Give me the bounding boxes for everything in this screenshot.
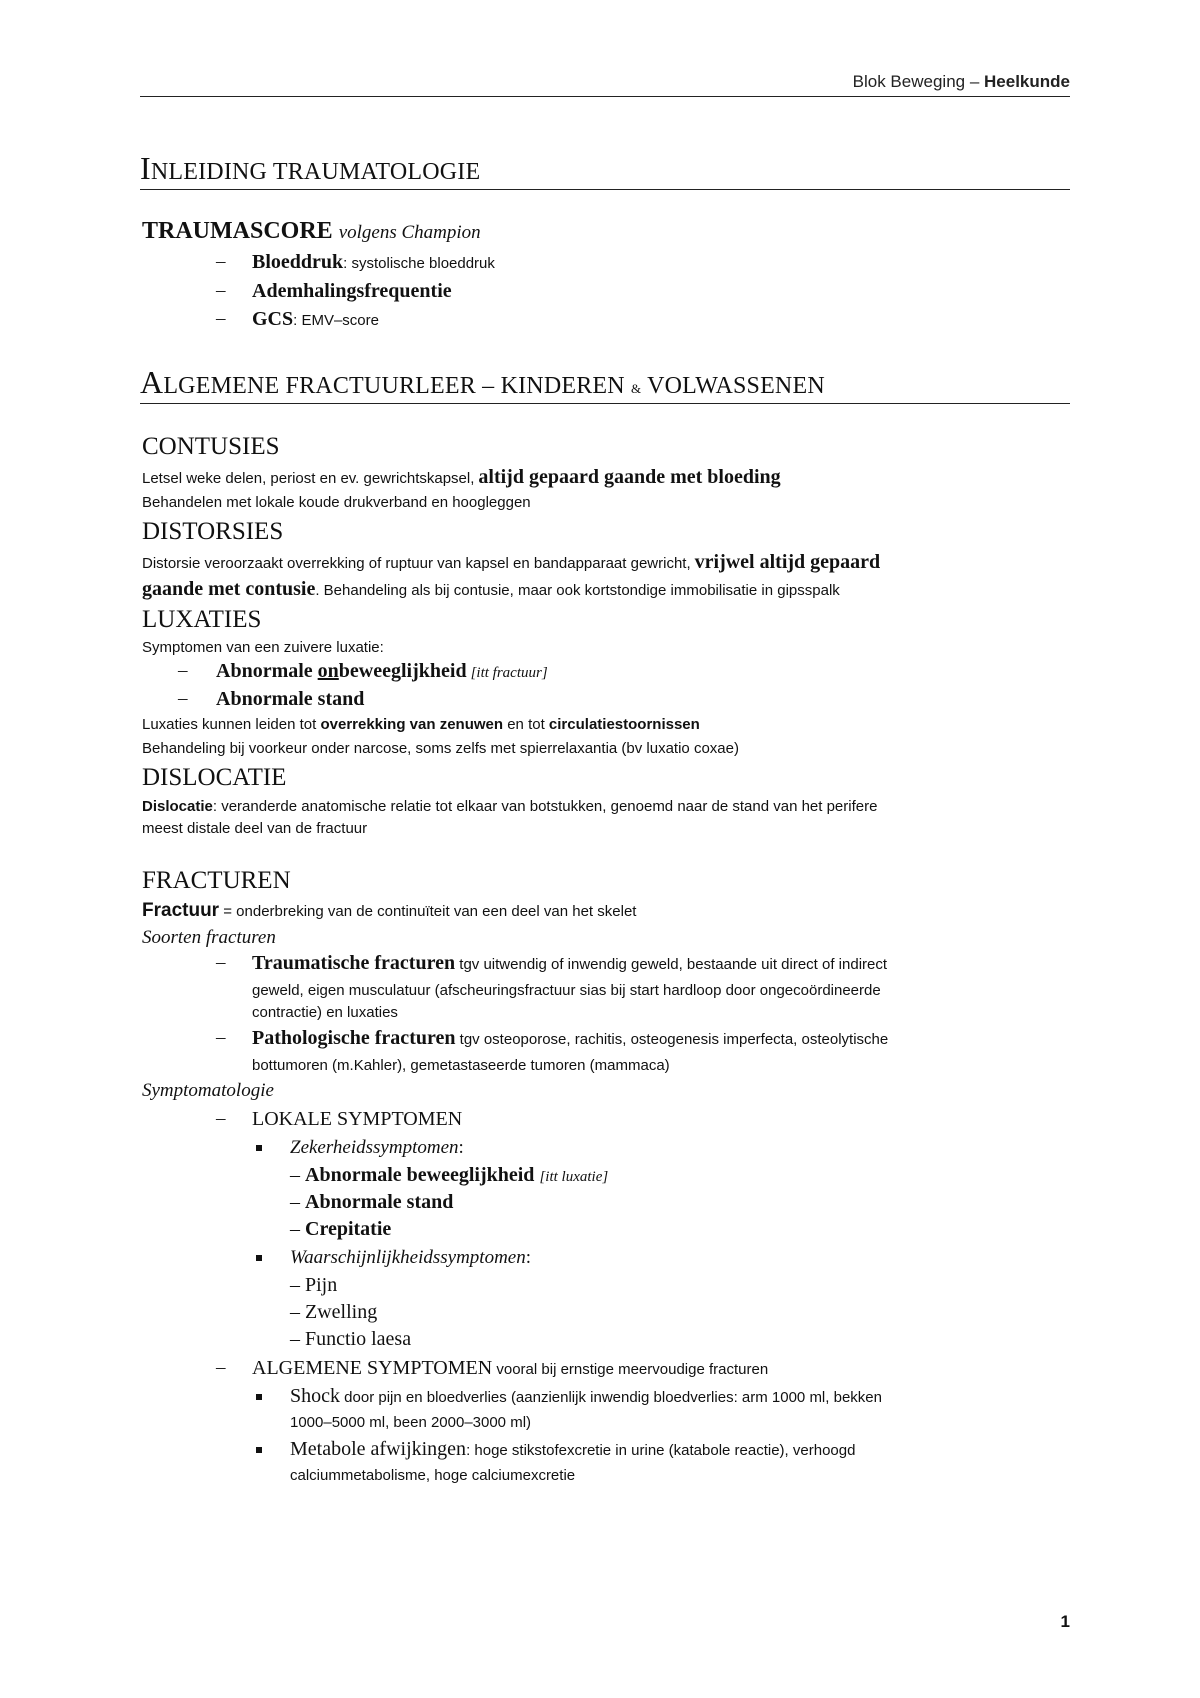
zekerheid-item-1	[290, 1164, 608, 1187]
heading-inleiding-first: I	[140, 150, 151, 186]
distorsies-line-1a: Distorsie veroorzaakt overrekking of ruptuur van kapsel en bandapparaat gewricht,	[142, 555, 691, 572]
z3-dash: –	[290, 1218, 305, 1240]
patho-line-2: bottumoren (m.Kahler), gemetastaseerde tumoren (mammaca)	[252, 1057, 670, 1074]
distorsies-line-2a: gaande met contusie	[142, 578, 316, 600]
trauma-line-1: tgv uitwendig of inwendig geweld, bestaande uit direct of indirect	[455, 956, 888, 973]
metabole-label: Metabole afwijkingen	[290, 1438, 467, 1460]
patho-label: Pathologische fracturen	[252, 1027, 456, 1049]
distorsies-line-2	[142, 578, 840, 601]
traumascore-subtitle: volgens Champion	[338, 222, 481, 243]
luxaties-line-3	[142, 716, 700, 733]
traumascore-label: TRAUMASCORE	[142, 218, 333, 244]
algemene-symptomen-label: ALGEMENE SYMPTOMEN	[252, 1357, 493, 1379]
running-header	[140, 72, 1070, 97]
square-bullet-icon	[256, 1145, 262, 1151]
heading-algemeen-a: LGEMENE FRACTUURLEER – KINDEREN	[163, 373, 632, 399]
heading-inleiding-rest: NLEIDING TRAUMATOLOGIE	[150, 159, 481, 185]
zekerheid-colon: :	[458, 1137, 464, 1158]
luxaties-intro: Symptomen van een zuivere luxatie:	[142, 639, 384, 656]
luxaties-item-1b: beweeglijkheid	[338, 660, 467, 682]
z1-label: Abnormale beweeglijkheid	[305, 1164, 535, 1186]
soorten-fracturen: Soorten fracturen	[142, 927, 276, 948]
heading-algemeen	[140, 364, 1070, 404]
dislocatie-line-2: meest distale deel van de fractuur	[142, 820, 368, 837]
heading-fracturen: FRACTUREN	[142, 867, 291, 894]
zekerheid-item-2	[290, 1191, 453, 1214]
luxaties-item-1a: Abnormale	[216, 660, 318, 682]
dislocatie-line-1	[142, 798, 877, 815]
heading-contusies: CONTUSIES	[142, 433, 280, 460]
contusies-line-1b: altijd gepaard gaande met bloeding	[478, 466, 781, 488]
waarschijnlijk-item-2: – Zwelling	[290, 1301, 378, 1323]
contusies-line-1	[142, 466, 781, 489]
luxaties-item-1-note: [itt fractuur]	[470, 665, 548, 681]
header-course: Blok Beweging –	[852, 72, 980, 91]
square-bullet-icon	[256, 1447, 262, 1453]
symptomatologie: Symptomatologie	[142, 1080, 274, 1101]
contusies-line-1a: Letsel weke delen, periost en ev. gewrichtskapsel,	[142, 470, 475, 487]
algemene-symptomen-note: vooral bij ernstige meervoudige fracturen	[492, 1361, 769, 1378]
heading-algemeen-amp: &	[631, 381, 642, 396]
waarschijnlijk-item-3: – Functio laesa	[290, 1328, 412, 1350]
luxaties-line-4: Behandeling bij voorkeur onder narcose, soms zelfs met spierrelaxantia (bv luxatio coxae)	[142, 740, 739, 757]
waarschijnlijk-label: Waarschijnlijkheidssymptomen	[290, 1247, 526, 1268]
fractuur-def-label: Fractuur	[142, 900, 220, 921]
distorsies-line-1	[142, 551, 880, 574]
z3-label: Crepitatie	[305, 1218, 392, 1240]
luxaties-line-3b: overrekking van zenuwen	[320, 716, 504, 733]
item-bloeddruk-desc: : systolische bloeddruk	[343, 255, 495, 272]
traumascore-title	[142, 218, 481, 245]
luxaties-item-1u: on	[317, 660, 339, 682]
shock-label: Shock	[290, 1385, 340, 1407]
lokale-symptomen-label: LOKALE SYMPTOMEN	[252, 1108, 463, 1130]
fractuur-def-text: = onderbreking van de continuïteit van een deel van het skelet	[219, 903, 637, 920]
z1-dash: –	[290, 1164, 305, 1186]
trauma-label: Traumatische fracturen	[252, 952, 456, 974]
square-bullet-icon	[256, 1255, 262, 1261]
luxaties-item-2-label: Abnormale stand	[216, 688, 365, 710]
dislocatie-label: Dislocatie	[142, 798, 213, 815]
luxaties-line-3d: circulatiestoornissen	[548, 716, 700, 733]
item-gcs-label: GCS	[252, 308, 294, 330]
trauma-line-2: geweld, eigen musculatuur (afscheuringsfractuur sias bij start hardloop door ongecoördineerde	[252, 982, 881, 999]
distorsies-line-2b: . Behandeling als bij contusie, maar ook kortstondige immobilisatie in gipsspalk	[315, 582, 840, 599]
trauma-line-3: contractie) en luxaties	[252, 1004, 398, 1021]
fractuur-definition	[142, 900, 636, 922]
metabole-line-1: : hoge stikstofexcretie in urine (katabole reactie), verhoogd	[466, 1442, 856, 1459]
luxaties-line-3a: Luxaties kunnen leiden tot	[142, 716, 321, 733]
item-ademhaling-label: Ademhalingsfrequentie	[252, 280, 452, 302]
heading-distorsies: DISTORSIES	[142, 518, 284, 545]
heading-algemeen-first: A	[140, 364, 164, 400]
contusies-line-2: Behandelen met lokale koude drukverband en hoogleggen	[142, 494, 531, 511]
distorsies-line-1b: vrijwel altijd gepaard	[694, 551, 881, 573]
waarschijnlijk-colon: :	[525, 1247, 531, 1268]
patho-line-1: tgv osteoporose, rachitis, osteogenesis imperfecta, osteolytische	[455, 1031, 889, 1048]
z2-dash: –	[290, 1191, 305, 1213]
square-bullet-icon	[256, 1394, 262, 1400]
page-number: 1	[1060, 1612, 1070, 1631]
z1-note: [itt luxatie]	[539, 1169, 609, 1185]
metabole-line-2: calciummetabolisme, hoge calciumexcretie	[290, 1467, 576, 1484]
shock-line-2: 1000–5000 ml, been 2000–3000 ml)	[290, 1414, 532, 1431]
heading-luxaties: LUXATIES	[142, 606, 262, 633]
shock-line-1: door pijn en bloedverlies (aanzienlijk inwendig bloedverlies: arm 1000 ml, bekken	[340, 1389, 882, 1406]
zekerheid-item-3	[290, 1218, 391, 1241]
item-bloeddruk-label: Bloeddruk	[252, 251, 344, 273]
luxaties-line-3c: en tot	[503, 716, 549, 733]
heading-dislocatie: DISLOCATIE	[142, 764, 287, 791]
waarschijnlijk-item-1: – Pijn	[290, 1274, 338, 1296]
z2-label: Abnormale stand	[305, 1191, 454, 1213]
heading-algemeen-b: VOLWASSENEN	[641, 373, 825, 399]
header-subject: Heelkunde	[984, 72, 1070, 91]
zekerheid-label: Zekerheidssymptomen	[290, 1137, 459, 1158]
item-gcs-desc: : EMV–score	[293, 312, 379, 329]
dislocatie-line-1-text: : veranderde anatomische relatie tot elkaar van botstukken, genoemd naar de stand van het perifere	[212, 798, 878, 815]
heading-inleiding	[140, 150, 1070, 190]
